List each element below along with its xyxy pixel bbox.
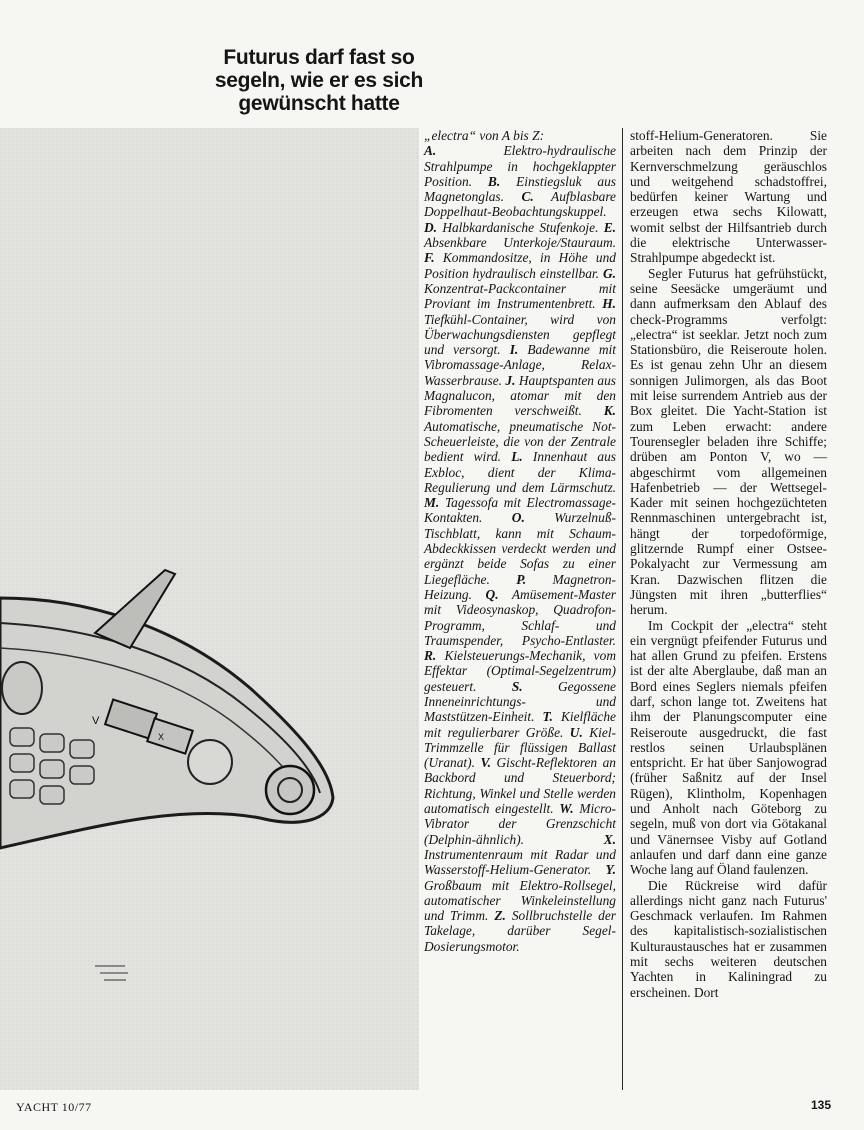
legend-item-text: Tagessofa mit Electromassage-Kontakten. — [424, 495, 616, 526]
legend-item-key: D. — [424, 219, 438, 235]
label-x: X — [158, 732, 165, 742]
legend-item-text: Hauptspanten aus Magnalucon, atomar mit den Fibromenten verschweißt. — [424, 372, 616, 419]
legend-item-key: E. — [603, 219, 616, 235]
article-paragraph: Segler Futurus hat gefrühstückt, seine Seesäcke umgeräumt und dann aufmerksam den Ablauf des check-Programms verfolgt: „electra“ ist seeklar. Jetzt noch zum Stationsbüro, die Reiseroute holen. Es ist genau zehn Uhr an diesem sonnigen Julimorgen, als das Boot mit leise surrendem Antrieb aus der Box gleitet. Die Yacht-Station ist zum Leben erwacht: andere Tourensegler beladen ihre Schiffe; drüben am Ponton V, wo — abgeschirmt vom allgemeinen Hafenbetrieb — der Wettsegel-Kader mit seinen hochgezüchteten Rennmaschinen untergebracht ist, hängt der torpedoförmige, glitzernde Rumpf einer Ostsee-Pokalyacht zur Vermessung am Kran. Dazwischen flitzen die Jüngsten mit ihren „butterflies“ herum. — [630, 265, 827, 618]
legend-item-key: Y. — [605, 862, 616, 878]
legend-item — [424, 250, 616, 280]
legend-item-key: C. — [521, 189, 534, 205]
legend-item-text: Kiel-Trimmzelle für flüssigen Ballast (Uranat). — [424, 724, 616, 771]
legend-item-key: V. — [480, 755, 491, 771]
legend-item-key: S. — [511, 678, 523, 694]
legend-item-key: X. — [603, 831, 616, 847]
label-v: V — [92, 715, 100, 727]
legend-item-text: Großbaum mit Elektro-Rollsegel, automatischer Winkeleinstellung und Trimm. — [424, 877, 616, 924]
legend-item-text: Gegossene Inneneinrichtungs- und Maststützen-Einheit. — [424, 678, 616, 725]
headline-line-3: gewünscht hatte — [238, 92, 400, 115]
headline-line-2: segeln, wie er es sich — [214, 69, 424, 92]
legend-item-text: Kommandositze, in Höhe und Position hydraulisch einstellbar. — [424, 250, 616, 281]
legend-item-text: Automatische, pneumatische Not-Scheuerleiste, die von der Zentrale bedient wird. — [424, 418, 616, 465]
legend-item-text: Gischt-Reflektoren an Backbord und Steuerbord; Richtung, Winkel und Stelle werden automatisch eingestellt. — [424, 755, 616, 817]
legend-item-key: B. — [487, 173, 501, 189]
legend-item-text: Absenkbare Unterkoje/Stauraum. — [424, 235, 616, 251]
legend-item-text: Kielsteuerungs-Mechanik, vom Effektar (Optimal-Segelzentrum) gesteuert. — [424, 648, 616, 694]
legend-item-key: O. — [511, 510, 525, 526]
legend-item-key: K. — [603, 403, 616, 419]
page-number: 135 — [811, 1098, 832, 1112]
legend-item-text: Innenhaut aus Exbloc, dient der Klima-Regulierung und dem Lärmschutz. — [424, 449, 616, 495]
legend-item-text: Wurzelnuß-Tischblatt, kann mit Schaum-Abdeckkissen verdeckt werden und ergänzt beide Sofas zu einer Liegefläche. — [424, 510, 616, 587]
article-paragraph: Die Rückreise wird dafür allerdings nicht ganz nach Futurus' Geschmack verlaufen. Im Rahmen des kapitalistisch-sozialistischen Kulturaustausches hat er zusammen mit sechs weiteren deutschen Yachten in Kaliningrad zu erscheinen. Dort — [630, 877, 827, 1000]
legend-item-key: M. — [424, 495, 440, 511]
legend-item-key: R. — [424, 648, 437, 664]
legend-item-key: U. — [569, 724, 583, 740]
legend-item — [424, 220, 604, 235]
legend-item-key: P. — [516, 571, 527, 587]
legend-item-key: G. — [602, 265, 616, 281]
instrument-dial — [188, 740, 232, 784]
legend-item-text: Micro-Vibrator der Grenzschicht (Delphin-ähnlich). — [424, 801, 616, 847]
legend-item-key: T. — [542, 709, 553, 725]
legend-column — [424, 128, 616, 954]
legend-item-key: J. — [505, 372, 516, 388]
legend-item-key: L. — [511, 449, 523, 465]
boat-cutaway-drawing — [0, 128, 419, 1090]
legend-item-key: F. — [424, 250, 435, 266]
legend-list — [424, 143, 616, 954]
legend-item-text: Einstiegsluk aus Magnetonglas. — [424, 173, 616, 205]
article-column — [630, 128, 827, 1000]
legend-item-text: Instrumentenraum mit Radar und Wasserstoff-Helium-Generator. — [424, 846, 616, 878]
boat-illustration — [0, 128, 419, 1090]
legend-item-key: I. — [509, 342, 519, 358]
headline-line-1: Futurus darf fast so — [223, 46, 415, 69]
legend-item-text: Badewanne mit Vibromassage-Anlage, Relax-Wasserbrause. — [424, 342, 616, 388]
legend-intro: „electra“ von A bis Z: — [424, 128, 545, 143]
legend-item-text: Elektro-hydraulische Strahlpumpe in hochgeklappter Position. — [424, 143, 616, 189]
legend-item-text: Aufblasbare Doppelhaut-Beobachtungskuppel. — [424, 189, 616, 220]
column-divider — [622, 128, 623, 1090]
legend-item-text: Sollbruchstelle der Takelage, darüber Segel-Dosierungsmotor. — [424, 908, 616, 954]
observation-dome — [2, 662, 42, 714]
legend-item-key: A. — [424, 143, 437, 159]
legend-item-text: Kielfläche mit regulierbarer Größe. — [424, 709, 616, 740]
legend-item-key: W. — [559, 801, 574, 817]
headline — [196, 46, 442, 115]
legend-item-text: Tiefkühl-Container, wird von Überwachungsdiensten gepflegt und versorgt. — [424, 311, 616, 358]
legend-item-key: Q. — [485, 586, 499, 602]
legend-item-text: Magnetron-Heizung. — [424, 571, 616, 602]
legend-item-key: H. — [602, 296, 616, 312]
article-paragraph: stoff-Helium-Generatoren. Sie arbeiten nach dem Prinzip der Kernverschmelzung geräuschlos und weitgehend schadstoffrei, bedürfen keiner Wartung und erzeugen etwa sechs Kilowatt, womit selbst der Hilfsantrieb durch die elektrische Unterwasser-Strahlpumpe abgedeckt ist. — [630, 128, 827, 266]
legend-item-text: Konzentrat-Packcontainer mit Proviant im Instrumentenbrett. — [424, 280, 616, 312]
nose-cap — [266, 766, 314, 814]
legend-item-key: Z. — [494, 908, 506, 924]
article-paragraph: Im Cockpit der „electra“ steht ein vergnügt pfeifender Futurus und hat allen Grund zu pfeifen. Erstens ist der alte Aberglaube, daß man an Bord eines Seglers niemals pfeifen darf, schon lange tot. Zweitens hat ihm der Planungscomputer eine Reiseroute ausgedruckt, die fast restlos seinen Urlaubsplänen entspricht. Er hat über Sanjowograd (früher Saßnitz auf der Insel Rügen), Klintholm, Kopenhagen und Anholt nach Göteborg zu segeln, muß von dort via Götakanal und Vänernsee Visby auf Gotland anlaufen und darf dann eine ganze Woche lang auf Öland faulenzen. — [630, 617, 827, 878]
magazine-issue: YACHT 10/77 — [16, 1100, 92, 1114]
legend-item-text: Amüsement-Master mit Videosynaskop, Quadrofon-Programm, Schlaf- und Traumspender, Psycho-Entlaster. — [424, 586, 616, 648]
legend-item-text: Halbkardanische Stufenkoje. — [442, 219, 599, 235]
